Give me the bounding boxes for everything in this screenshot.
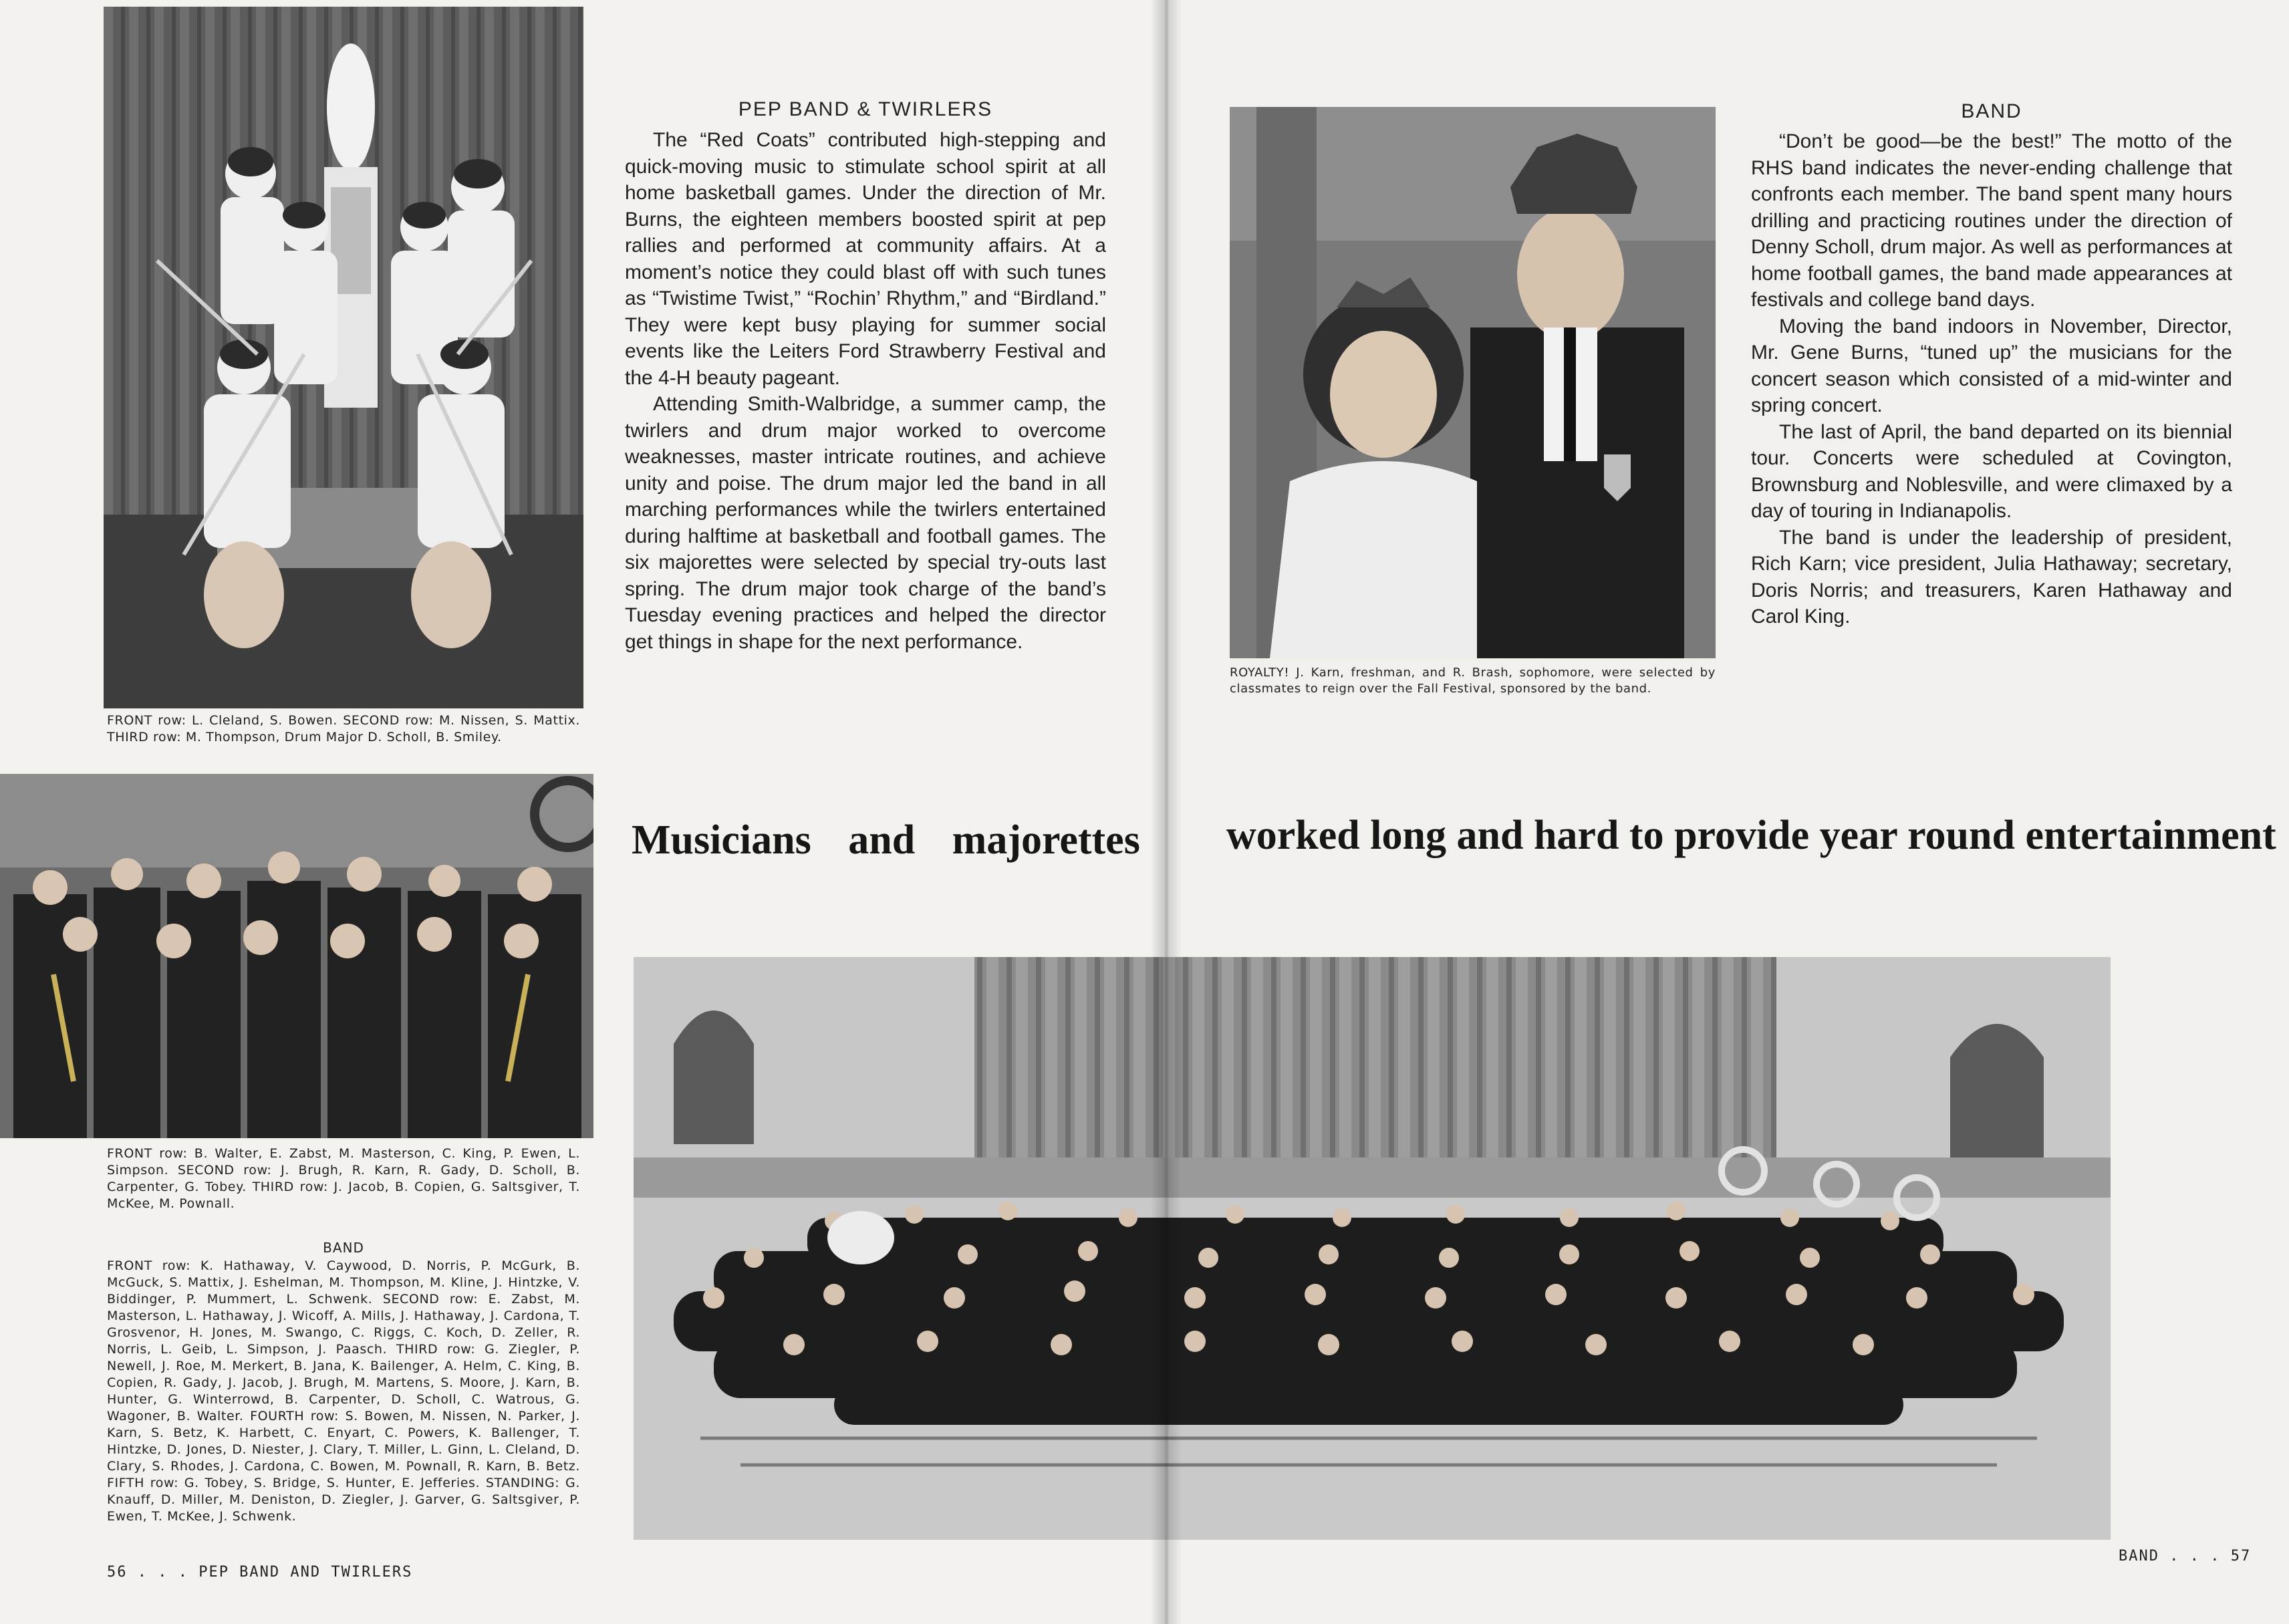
band-paragraph: The last of April, the band departed on its biennial tour. Concerts were scheduled at Covington, Brownsburg and Noblesville, and were climaxed by a day of touring in Indianapolis. <box>1751 420 2232 522</box>
band-paragraph: Moving the band indoors in November, Director, Mr. Gene Burns, “tuned up” the musicians for the concert season which consisted of a mid-winter and spring concert. <box>1751 315 2232 416</box>
full-band-photo <box>634 957 2111 1540</box>
band-heading: BAND <box>1961 100 2022 122</box>
left-folio: 56 . . . PEP BAND AND TWIRLERS <box>107 1564 413 1581</box>
pep-band-paragraph: The “Red Coats” contributed high-stepping and quick-moving music to stimulate school spirit at all home basketball games. Under the direction of Mr. Burns, the eighteen members boosted spirit at pep rallies and performed at community affairs. At a moment’s notice they could blast off with such tunes as “Twistime Twist,” “Rochin’ Rhythm,” and “Birdland.” They were kept busy playing for summer social events like the Leiters Ford Strawberry Festival and the 4-H beauty pageant. <box>625 129 1106 389</box>
twirlers-photo <box>104 7 583 708</box>
royalty-caption: ROYALTY! J. Karn, freshman, and R. Brash, sophomore, were selected by classmates to reign over the Fall Festival, sponsored by the band. <box>1230 666 1716 696</box>
headline-right: worked long and hard to provide year round entertainment <box>1226 813 2276 858</box>
pep-band-paragraph: Attending Smith-Walbridge, a summer camp, the twirlers and drum major worked to overcome weaknesses, master intricate routines, and achieve unity and poise. The drum major led the band in all marching performances while the twirlers entertained during halftime at basketball and football games. The six majorettes were selected by special try-outs last spring. The drum major took charge of the band’s Tuesday evening practices and helped the director get things in shape for the next performance. <box>625 393 1106 653</box>
pep-band-heading: PEP BAND & TWIRLERS <box>738 98 993 120</box>
band-roster: FRONT row: K. Hathaway, V. Caywood, D. Norris, P. McGurk, B. McGuck, S. Mattix, J. Eshelman, M. Thompson, M. Kline, J. Hintzke, V. Biddinger, P. Mummert, L. Schwenk. SECOND row: E. Zabst, M. Masterson, L. Hathaway, J. Wicoff, A. Mills, J. Hathaway, J. Cardona, T. Grosvenor, H. Jones, M. Swango, C. Riggs, C. Koch, D. Zeller, R. Norris, L. Geib, L. Simpson, J. Paasch. THIRD row: G. Ziegler, P. Newell, J. Roe, M. Merkert, B. Jana, K. Bailenger, A. Helm, C. King, B. Copien, R. Gady, J. Jacob, J. Brugh, M. Martens, S. Moore, J. Karn, B. Hunter, G. Winterrowd, B. Carpenter, D. Scholl, C. Watrous, G. Wagoner, B. Walter. FOURTH row: S. Bowen, M. Nissen, N. Parker, J. Karn, S. Betz, K. Harbett, C. Enyart, C. Powers, K. Ballenger, T. Hintzke, D. Jones, D. Niester, J. Clary, T. Miller, L. Ginn, L. Cleland, D. Clary, S. Rhodes, J. Cardona, C. Bowen, M. Pownall, R. Karn, B. Betz. FIFTH row: G. Tobey, S. Bridge, S. Hunter, E. Jefferies. STANDING: G. Knauff, D. Miller, M. Deniston, D. Ziegler, J. Garver, G. Saltsgiver, P. Ewen, T. McKee, J. Schwenk. <box>107 1258 580 1524</box>
headline-left: Musicians and majorettes <box>632 817 1140 863</box>
band-text <box>1751 128 2232 630</box>
pep-band-photo-caption: FRONT row: B. Walter, E. Zabst, M. Masterson, C. King, P. Ewen, L. Simpson. SECOND row: J. Brugh, R. Karn, R. Gady, D. Scholl, B. Carpenter, G. Tobey. THIRD row: J. Jacob, B. Copien, G. Saltsgiver, T. McKee, M. Pownall. <box>107 1146 580 1211</box>
royalty-photo <box>1230 107 1716 658</box>
pep-band-photo <box>0 774 593 1138</box>
band-paragraph: “Don’t be good—be the best!” The motto of the RHS band indicates the never-ending challenge that confronts each member. The band spent many hours drilling and practicing routines under the direction of Denny Scholl, drum major. As well as performances at home football games, the band made appearances at festivals and college band days. <box>1751 130 2232 311</box>
band-roster-heading: BAND <box>323 1240 364 1256</box>
pep-band-text <box>625 127 1106 655</box>
twirlers-photo-caption: FRONT row: L. Cleland, S. Bowen. SECOND row: M. Nissen, S. Mattix. THIRD row: M. Thompson, Drum Major D. Scholl, B. Smiley. <box>107 713 580 745</box>
right-folio: BAND . . . 57 <box>2119 1548 2252 1565</box>
book-gutter <box>1151 0 1182 1624</box>
band-paragraph: The band is under the leadership of president, Rich Karn; vice president, Julia Hathaway; secretary, Doris Norris; and treasurers, Karen Hathaway and Carol King. <box>1751 526 2232 628</box>
